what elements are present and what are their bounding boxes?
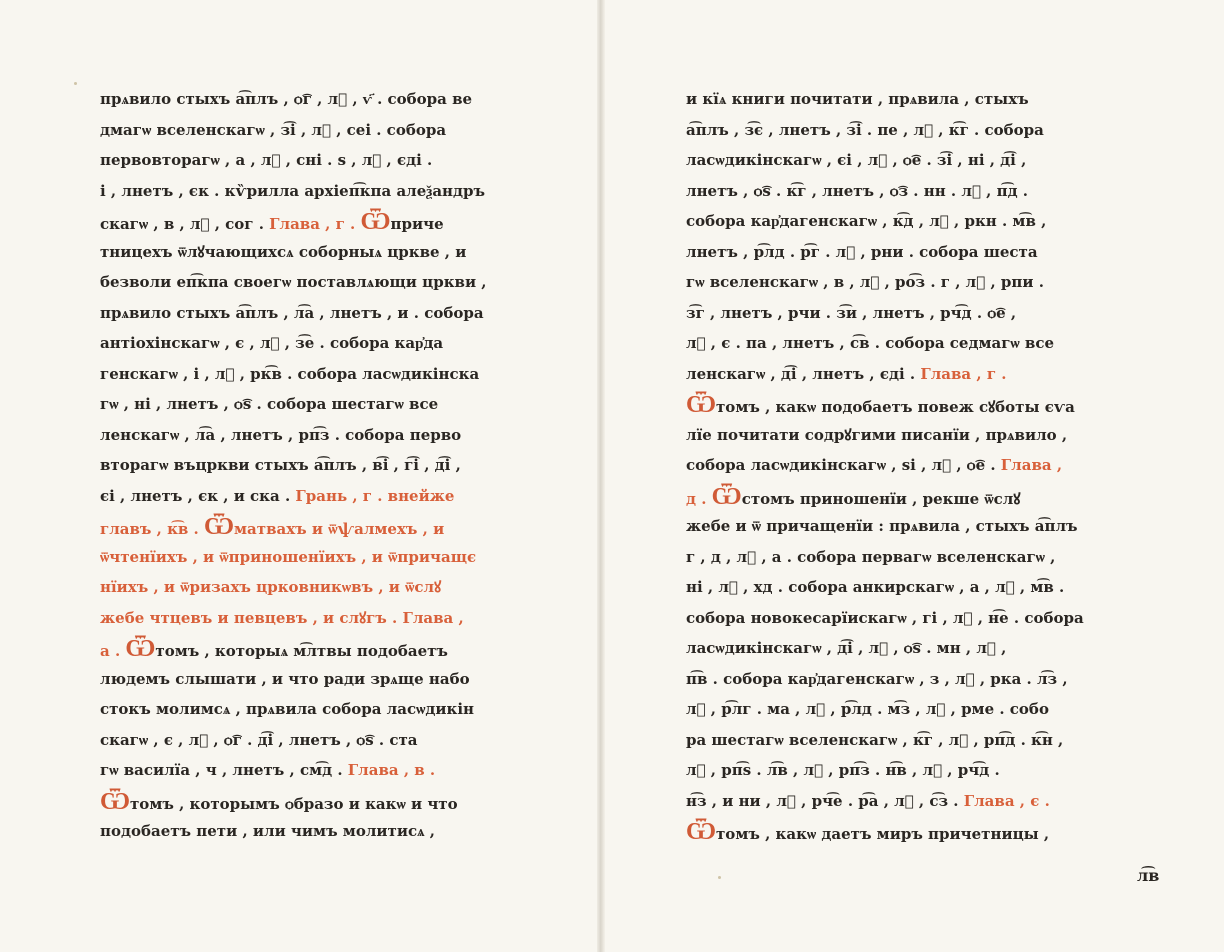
line-text: томъ , которыѧ м͡лтвы подобаетъ <box>155 642 448 660</box>
line-text: ленскагѡ , д͡і , лнетъ , єді . <box>686 364 921 383</box>
line-text: прѧвило стыхъ а͡плъ , л͡а , лнетъ , и . собора <box>100 303 484 322</box>
line-text: гѡ вселенскагѡ , в , лⷯ , ро͡з . г , лⷯ , рпи . <box>686 273 1044 291</box>
line-text: лⷯ , рп͡ѕ . л͡в , лⷯ , рп͡з . н͡в , лⷯ , рч͡д . <box>686 761 1000 779</box>
rubric-initial: Ѿ <box>125 633 156 662</box>
rubric-text: Грань , г . внейже <box>295 486 455 505</box>
line-text: вторагѡ въцркви стыхъ а͡плъ , в͡і , г͡і , д͡і , <box>100 456 461 474</box>
line-text: томъ , которымъ ѻбразо и какѡ и что <box>130 794 458 813</box>
rubric-initial: Ѿ <box>686 816 717 845</box>
rubric-initial: Ѿ <box>360 206 391 235</box>
text-line <box>100 237 520 268</box>
line-text: скагѡ , в , лⷯ , сог . <box>100 215 270 233</box>
line-text: безволи еп͡кпа своегѡ поставлѧющи цркви , <box>100 273 487 291</box>
text-line <box>100 755 520 786</box>
rubric-initial: Ѿ <box>711 480 742 510</box>
line-text: дмагѡ вселенскагѡ , з͡і , лⷯ , сеі . собора <box>100 120 447 139</box>
line-text: лнетъ , р͡лд . р͡г . лⷯ , рни . собора шеста <box>686 242 1038 261</box>
rubric-initial: Ѿ <box>686 389 717 418</box>
text-line <box>686 481 1106 512</box>
text-line <box>686 84 1106 115</box>
rubric-text: главъ , к͡в . <box>100 520 205 538</box>
rubric-text: д . <box>686 489 712 508</box>
line-text: п͡в . собора кар҆дагенскагѡ , з , лⷯ , рка . л͡з , <box>686 669 1068 688</box>
text-line <box>100 328 520 359</box>
line-text: собора новокесарїискагѡ , гі , лⷯ , н͡е . собора <box>686 608 1084 627</box>
line-text: томъ , какѡ даетъ миръ причетницы , <box>716 825 1050 843</box>
line-text: приче <box>390 215 444 233</box>
line-text: прѧвило стыхъ а͡плъ , ѻ͡г , лⷯ , ѵ҃ . собора ве <box>100 90 473 108</box>
text-line <box>686 664 1106 695</box>
text-line <box>100 633 520 664</box>
text-line <box>686 450 1106 481</box>
text-line <box>100 206 520 237</box>
line-text: і , лнетъ , єк . кѷрилла архіеп͡кпа алеѯандръ <box>100 181 486 200</box>
rubric-text: ѿчтенїихъ , и ѿприношенїихъ , и ѿпричащє <box>100 547 477 566</box>
line-text: гѡ василїа , ч , лнетъ , см͡д . <box>100 761 348 779</box>
line-text: з͡г , лнетъ , рчи . з͡и , лнетъ , рч͡д . ѻ͡е , <box>686 303 1017 322</box>
text-line <box>686 694 1106 725</box>
rubric-text: Глава , г . <box>920 364 1007 383</box>
text-line <box>686 237 1106 268</box>
rubric-text: Глава , в . <box>347 761 436 779</box>
text-line <box>686 633 1106 664</box>
rubric-initial: Ѿ <box>204 511 235 540</box>
text-line <box>686 389 1106 420</box>
text-line <box>100 511 520 542</box>
text-line <box>100 420 520 451</box>
rubric-text: Глава , <box>1000 456 1063 474</box>
left-page <box>100 84 520 847</box>
line-text: ленскагѡ , л͡а , лнетъ , рп͡з . собора перво <box>100 425 462 444</box>
rubric-text: нїихъ , и ѿризахъ црковникѡвъ , и ѿслꙋ <box>100 578 442 596</box>
text-line <box>100 298 520 329</box>
text-line <box>100 572 520 603</box>
paper-speck <box>74 82 77 85</box>
right-page <box>686 84 1106 847</box>
line-text: жебе и ѿ причащенїи : прѧвила , стыхъ а͡плъ <box>686 517 1078 535</box>
text-line <box>100 450 520 481</box>
rubric-text: матвахъ и ѿѱалмехъ , и <box>234 520 445 538</box>
line-text: лⷯ , р͡лг . ма , лⷯ , р͡лд . м͡з , лⷯ , рме . собо <box>686 700 1049 718</box>
text-line <box>686 603 1106 634</box>
rubric-text: Глава , є . <box>963 791 1050 810</box>
text-line <box>686 267 1106 298</box>
text-line <box>100 84 520 115</box>
line-text: стокъ молимсѧ , прѧвила собора ласѡдикін <box>100 700 475 718</box>
rubric-text: Глава , г . <box>269 215 356 233</box>
text-line <box>686 725 1106 756</box>
line-text: ра шестагѡ вселенскагѡ , к͡г , лⷯ , рп͡д . к͡н , <box>686 730 1064 749</box>
line-text: лїе почитати содрꙋгими писанїи , прѧвило , <box>686 425 1068 444</box>
line-text: г , д , лⷯ , а . собора первагѡ вселенскагѡ , <box>686 547 1056 566</box>
text-line <box>686 359 1106 390</box>
line-text: людемъ слышати , и что ради зрѧще набо <box>100 669 470 688</box>
text-line <box>100 481 520 512</box>
text-line <box>686 511 1106 542</box>
line-text: скагѡ , є , лⷯ , ѻ͡г . д͡і , лнетъ , ѻ͡ѕ . ста <box>100 730 418 749</box>
line-text: первовторагѡ , а , лⷯ , сні . ѕ , лⷯ , єді . <box>100 151 433 169</box>
text-line <box>686 572 1106 603</box>
rubric-initial: Ѿ <box>100 785 131 815</box>
line-text: томъ , какѡ подобаетъ повеж сꙋботы єѵа <box>716 398 1075 416</box>
line-text: ласѡдикінскагѡ , д͡і , лⷯ , ѻ͡ѕ . мн , лⷯ , <box>686 639 1007 657</box>
text-line <box>100 694 520 725</box>
text-line <box>686 206 1106 237</box>
line-text: єі , лнетъ , єк , и ска . <box>100 486 296 505</box>
text-line <box>686 786 1106 817</box>
folio-number: л͡в <box>1137 866 1160 885</box>
line-text: ласѡдикінскагѡ , єі , лⷯ , ѻ͡е . з͡і , ні , д͡і , <box>686 151 1027 169</box>
text-line <box>686 176 1106 207</box>
text-line <box>100 389 520 420</box>
text-line <box>686 115 1106 146</box>
paper-speck <box>718 876 721 879</box>
rubric-text: а . <box>100 642 126 660</box>
line-text: и кїѧ книги почитати , прѧвила , стыхъ <box>686 90 1029 108</box>
text-line <box>100 176 520 207</box>
line-text: лнетъ , ѻ͡ѕ . к͡г , лнетъ , ѻ͡з . нн . лⷯ , п͡д . <box>686 181 1029 200</box>
text-line <box>686 298 1106 329</box>
text-line <box>686 420 1106 451</box>
text-line <box>100 786 520 817</box>
line-text: гѡ , ні , лнетъ , ѻ͡ѕ . собора шестагѡ все <box>100 395 439 413</box>
text-line <box>100 542 520 573</box>
text-line <box>100 115 520 146</box>
book-gutter <box>597 0 605 952</box>
text-line <box>100 664 520 695</box>
line-text: тницехъ ѿлꙋчающихсѧ соборныѧ цркве , и <box>100 242 467 261</box>
text-line <box>100 359 520 390</box>
text-line <box>100 725 520 756</box>
line-text: а͡плъ , з͡є , лнетъ , з͡і . пе , лⷯ , к͡г . собора <box>686 120 1044 139</box>
text-line <box>686 755 1106 786</box>
line-text: ні , лⷯ , хд . собора анкирскагѡ , а , лⷯ , м͡в . <box>686 578 1065 596</box>
text-line <box>100 145 520 176</box>
line-text: генскагѡ , і , лⷯ , рк͡в . собора ласѡдикінска <box>100 364 480 383</box>
text-line <box>686 328 1106 359</box>
line-text: антіохінскагѡ , є , лⷯ , з͡е . собора кар҆да <box>100 334 444 352</box>
line-text: лⷯ , є . па , лнетъ , с͡в . собора седмагѡ все <box>686 334 1054 352</box>
text-line <box>686 816 1106 847</box>
text-line <box>100 603 520 634</box>
rubric-text: жебе чтцевъ и певцевъ , и слꙋгъ . Глава , <box>100 608 464 627</box>
text-line <box>686 145 1106 176</box>
line-text: собора ласѡдикінскагѡ , ѕі , лⷯ , ѻ͡е . <box>686 456 1001 474</box>
line-text: стомъ приношенїи , рекше ѿслꙋ <box>741 489 1021 508</box>
line-text: собора кар҆дагенскагѡ , к͡д , лⷯ , ркн . м͡в , <box>686 212 1047 230</box>
line-text: н͡з , и ни , лⷯ , рч͡е . р͡а , лⷯ , с͡з . <box>686 791 964 810</box>
text-line <box>686 542 1106 573</box>
text-line <box>100 267 520 298</box>
line-text: подобаетъ пети , или чимъ молитисѧ , <box>100 822 436 840</box>
text-line <box>100 816 520 847</box>
